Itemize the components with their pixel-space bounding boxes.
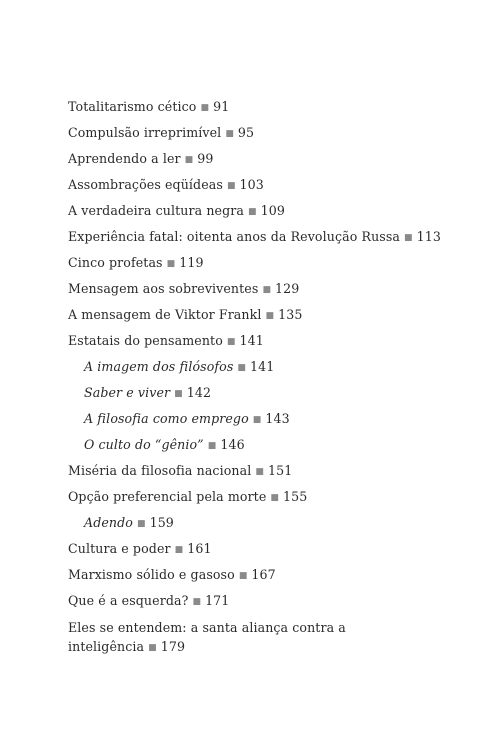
toc-entry-title: Cultura e poder [68, 541, 171, 556]
toc-entry-title: A filosofia como emprego [84, 411, 249, 426]
toc-entry [68, 536, 478, 562]
separator-icon: ■ [192, 597, 202, 607]
toc-entry [68, 146, 478, 172]
toc-entry [68, 250, 478, 276]
separator-icon: ■ [148, 643, 157, 653]
toc-entry-page: 129 [275, 281, 300, 296]
toc-entry [68, 458, 478, 484]
separator-icon: ■ [226, 181, 236, 191]
toc-entry [68, 224, 478, 250]
toc-entry-title: A imagem dos filósofos [84, 359, 234, 374]
toc-entry-page: 119 [179, 255, 204, 270]
toc-entry-page: 161 [187, 541, 212, 556]
toc-entry [68, 562, 478, 588]
toc-entry-page: 113 [416, 229, 441, 244]
toc-subentry [68, 432, 478, 458]
separator-icon: ■ [166, 259, 176, 269]
separator-icon: ■ [237, 363, 247, 373]
toc-entry [68, 588, 478, 614]
toc-entry-title: A mensagem de Viktor Frankl [68, 307, 262, 322]
separator-icon: ■ [238, 571, 248, 581]
toc-subentry [68, 406, 478, 432]
separator-icon: ■ [404, 233, 413, 243]
toc-entry-title: Marxismo sólido e gasoso [68, 567, 235, 582]
toc-entry-page: 155 [283, 489, 308, 504]
toc-entry-page: 103 [239, 177, 264, 192]
separator-icon: ■ [255, 467, 264, 477]
toc-entry-title: Adendo [84, 515, 133, 530]
toc-entry [68, 614, 358, 659]
toc-entry [68, 120, 478, 146]
toc-entry-title: Compulsão irreprimível [68, 125, 222, 140]
table-of-contents [68, 94, 478, 659]
toc-subentry [68, 510, 478, 536]
toc-entry-page: 179 [160, 639, 186, 654]
separator-icon: ■ [252, 415, 262, 425]
toc-entry-page: 141 [250, 359, 275, 374]
separator-icon: ■ [247, 207, 257, 217]
toc-entry-page: 99 [197, 151, 214, 166]
toc-entry-page: 171 [205, 593, 230, 608]
separator-icon: ■ [207, 441, 217, 451]
toc-entry [68, 484, 478, 510]
separator-icon: ■ [174, 545, 184, 555]
toc-entry-title: Assombrações eqüídeas [68, 177, 223, 192]
toc-entry-page: 109 [260, 203, 285, 218]
toc-entry-title: A verdadeira cultura negra [68, 203, 244, 218]
separator-icon: ■ [184, 155, 194, 165]
separator-icon: ■ [136, 519, 146, 529]
toc-entry-title: Cinco profetas [68, 255, 163, 270]
toc-entry-page: 91 [213, 99, 230, 114]
toc-entry-title: Eles se entendem: a santa aliança contra a inteligência [68, 620, 346, 654]
toc-entry [68, 198, 478, 224]
toc-entry-page: 143 [265, 411, 290, 426]
toc-entry-title: Aprendendo a ler [68, 151, 181, 166]
separator-icon: ■ [174, 389, 183, 399]
toc-entry-page: 142 [186, 385, 212, 400]
toc-subentry [68, 380, 478, 406]
toc-entry-page: 146 [220, 437, 245, 452]
separator-icon: ■ [226, 337, 236, 347]
toc-entry-title: Que é a esquerda? [68, 593, 189, 608]
toc-entry-title: O culto do “gênio” [84, 437, 204, 452]
toc-entry [68, 328, 478, 354]
toc-entry [68, 94, 478, 120]
toc-entry-title: Saber e viver [84, 385, 171, 400]
toc-entry-page: 141 [239, 333, 264, 348]
separator-icon: ■ [262, 285, 272, 295]
toc-entry-title: Mensagem aos sobreviventes [68, 281, 259, 296]
toc-entry-page: 159 [149, 515, 174, 530]
toc-entry-title: Opção preferencial pela morte [68, 489, 267, 504]
toc-entry-title: Estatais do pensamento [68, 333, 223, 348]
toc-entry-page: 167 [251, 567, 276, 582]
toc-entry [68, 276, 478, 302]
toc-entry-title: Miséria da filosofia nacional [68, 463, 252, 478]
toc-entry-page: 135 [278, 307, 303, 322]
separator-icon: ■ [200, 103, 210, 113]
separator-icon: ■ [270, 493, 280, 503]
toc-subentry [68, 354, 478, 380]
toc-entry-title: Experiência fatal: oitenta anos da Revolução Russa [68, 229, 401, 244]
separator-icon: ■ [225, 129, 234, 139]
toc-entry-page: 151 [267, 463, 293, 478]
toc-entry-title: Totalitarismo cético [68, 99, 197, 114]
toc-entry-page: 95 [237, 125, 255, 140]
separator-icon: ■ [265, 311, 275, 321]
toc-entry [68, 172, 478, 198]
toc-entry [68, 302, 478, 328]
